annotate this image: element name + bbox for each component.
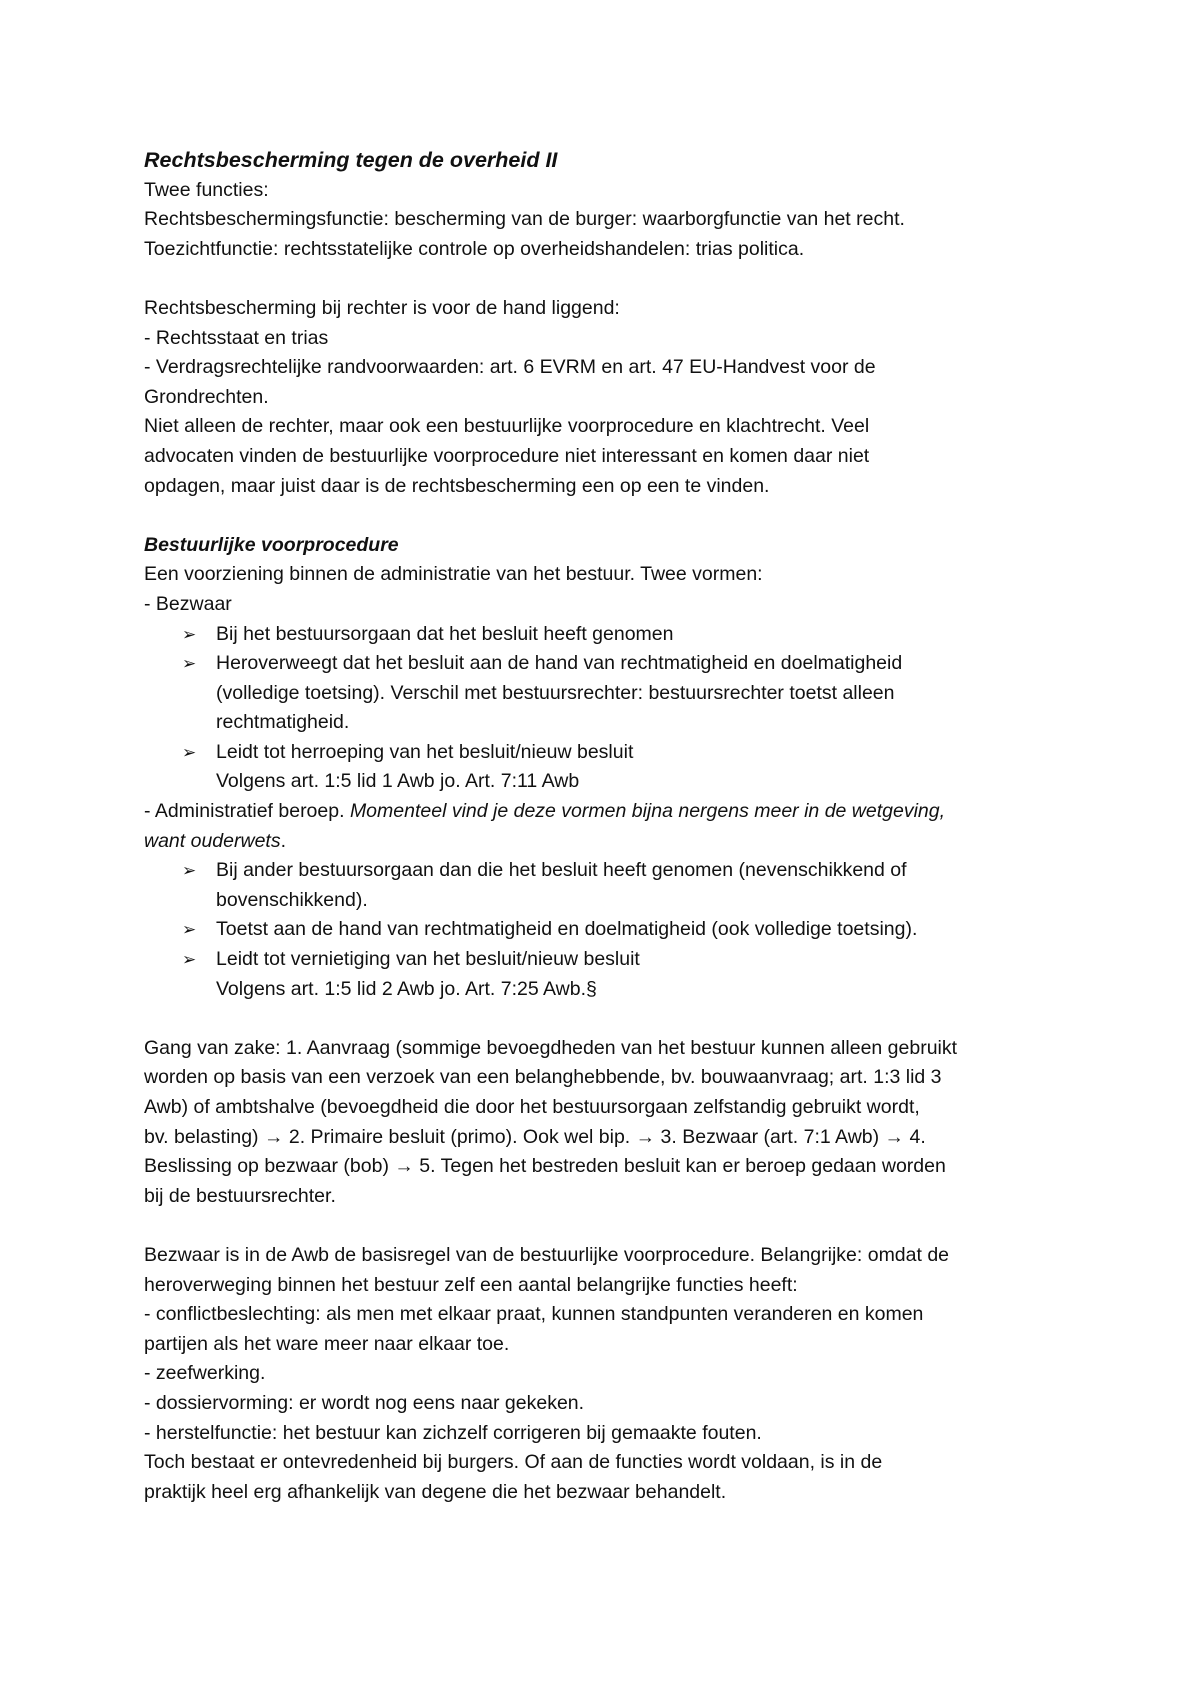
text-line: Toezichtfunctie: rechtsstatelijke controle op overheidshandelen: trias politica. xyxy=(144,237,805,260)
text-line: Rechtsbeschermingsfunctie: bescherming van de burger: waarborgfunctie van het recht. xyxy=(144,208,905,231)
bullet-text: Bij ander bestuursorgaan dan die het besluit heeft genomen (nevenschikkend of xyxy=(216,859,907,882)
list-label xyxy=(144,797,1074,827)
bullet-text: Heroverweegt dat het besluit aan de hand van rechtmatigheid en doelmatigheid xyxy=(216,652,903,675)
text-line: Niet alleen de rechter, maar ook een bestuurlijke voorprocedure en klachtrecht. Veel xyxy=(144,415,870,438)
text-line: - Verdragsrechtelijke randvoorwaarden: art. 6 EVRM en art. 47 EU-Handvest voor de xyxy=(144,356,876,379)
bullet-item xyxy=(182,945,1074,975)
text-line: bv. belasting) → 2. Primaire besluit (primo). Ook wel bip. → 3. Bezwaar (art. 7:1 Awb) → 4. xyxy=(144,1125,926,1148)
text-line xyxy=(144,827,1074,857)
section-heading: Bestuurlijke voorprocedure xyxy=(144,533,399,556)
text-line: Een voorziening binnen de administratie van het bestuur. Twee vormen: xyxy=(144,563,763,586)
arrow-bullet-icon: ➢ xyxy=(182,624,197,644)
bullet-text: Leidt tot herroeping van het besluit/nieuw besluit xyxy=(216,740,634,763)
list-label: - Bezwaar xyxy=(144,592,232,615)
arrow-bullet-icon: ➢ xyxy=(182,950,197,970)
document-title: Rechtsbescherming tegen de overheid II xyxy=(144,148,558,172)
bullet-item xyxy=(182,620,1074,650)
text-line: - Rechtsstaat en trias xyxy=(144,326,329,349)
bullet-continuation: (volledige toetsing). Verschil met bestuursrechter: bestuursrechter toetst alleen xyxy=(216,681,895,704)
text-line: worden op basis van een verzoek van een belanghebbende, bv. bouwaanvraag; art. 1:3 lid 3 xyxy=(144,1066,942,1089)
text-line: Toch bestaat er ontevredenheid bij burgers. Of aan de functies wordt voldaan, is in de xyxy=(144,1451,883,1474)
arrow-bullet-icon: ➢ xyxy=(182,742,197,762)
beroep-note-end: . xyxy=(280,829,286,852)
bullet-text: Leidt tot vernietiging van het besluit/nieuw besluit xyxy=(216,948,640,971)
arrow-bullet-icon: ➢ xyxy=(182,861,197,881)
text-line: partijen als het ware meer naar elkaar toe. xyxy=(144,1332,510,1355)
text-line: Rechtsbescherming bij rechter is voor de hand liggend: xyxy=(144,296,620,319)
bullet-continuation: bovenschikkend). xyxy=(216,888,368,911)
bullet-item xyxy=(182,856,1074,886)
text-line: heroverweging binnen het bestuur zelf een aantal belangrijke functies heeft: xyxy=(144,1273,798,1296)
text-line: Beslissing op bezwaar (bob) → 5. Tegen het bestreden besluit kan er beroep gedaan worden xyxy=(144,1155,946,1178)
beroep-label: - Administratief beroep. xyxy=(144,800,350,823)
text-line: Awb) of ambtshalve (bevoegdheid die door het bestuursorgaan zelfstandig gebruikt wordt, xyxy=(144,1096,920,1118)
bullet-continuation: rechtmatigheid. xyxy=(216,711,350,734)
text-line: - conflictbeslechting: als men met elkaar praat, kunnen standpunten veranderen en komen xyxy=(144,1303,924,1326)
text-line: Twee functies: xyxy=(144,178,269,201)
bullet-continuation: Volgens art. 1:5 lid 1 Awb jo. Art. 7:11 Awb xyxy=(216,770,580,793)
bullet-continuation: Volgens art. 1:5 lid 2 Awb jo. Art. 7:25 Awb.§ xyxy=(216,977,597,1000)
paragraph-gap xyxy=(144,264,1074,294)
text-line: Grondrechten. xyxy=(144,385,269,408)
text-line: - herstelfunctie: het bestuur kan zichzelf corrigeren bij gemaakte fouten. xyxy=(144,1421,762,1444)
bullet-item xyxy=(182,649,1074,679)
arrow-bullet-icon: ➢ xyxy=(182,654,197,674)
text-line: praktijk heel erg afhankelijk van degene die het bezwaar behandelt. xyxy=(144,1480,727,1503)
bullet-text: Toetst aan de hand van rechtmatigheid en doelmatigheid (ook volledige toetsing). xyxy=(216,918,918,941)
text-line: Gang van zake: 1. Aanvraag (sommige bevoegdheden van het bestuur kunnen alleen gebruikt xyxy=(144,1036,958,1059)
beroep-note: Momenteel vind je deze vormen bijna nergens meer in de wetgeving, xyxy=(349,800,946,823)
document-page xyxy=(144,146,1074,1507)
paragraph-gap xyxy=(144,501,1074,531)
text-line: bij de bestuursrechter. xyxy=(144,1184,336,1207)
paragraph-gap xyxy=(144,1004,1074,1034)
text-line: advocaten vinden de bestuurlijke voorprocedure niet interessant en komen daar niet xyxy=(144,444,870,467)
bullet-text: Bij het bestuursorgaan dat het besluit heeft genomen xyxy=(216,622,674,645)
text-line: opdagen, maar juist daar is de rechtsbescherming een op een te vinden. xyxy=(144,474,770,497)
text-line: - zeefwerking. xyxy=(144,1362,266,1385)
bullet-item xyxy=(182,738,1074,768)
text-line: Bezwaar is in de Awb de basisregel van de bestuurlijke voorprocedure. Belangrijke: omdat de xyxy=(144,1243,950,1266)
text-line: - dossiervorming: er wordt nog eens naar gekeken. xyxy=(144,1391,585,1414)
arrow-bullet-icon: ➢ xyxy=(182,920,197,940)
beroep-note: want ouderwets xyxy=(144,829,281,852)
bullet-item xyxy=(182,915,1074,945)
paragraph-gap xyxy=(144,1211,1074,1241)
